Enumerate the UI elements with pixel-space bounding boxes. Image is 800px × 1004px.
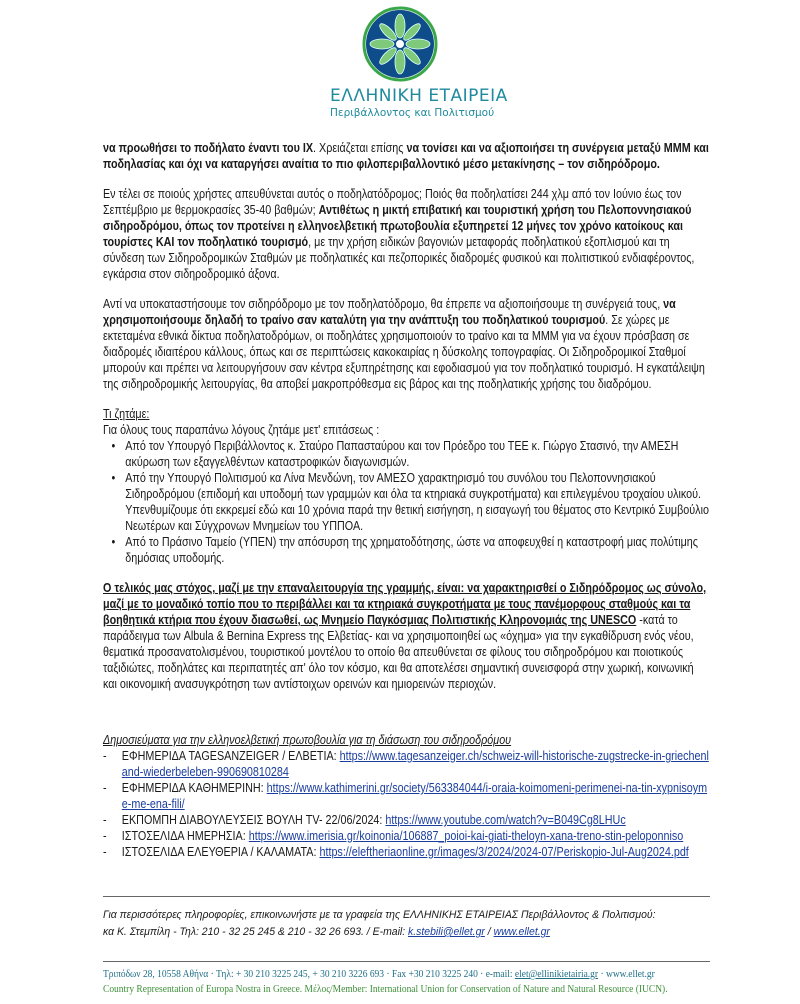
text: -κατά το παράδειγμα των Albula & Bernina Express της Ελβετίας- και να χρησιμοποιηθεί ως «όχημα» για την εγκαθίδρυση ενός νέου, θεματικά προσανατολισμένου, τουριστικού μοντέλου το οποίο θα απευθύνεται σε φίλους του σιδηροδρόμου και ποιοτικούς ταξιδιώτες, ποδηλάτες και περιπατητές απ' όλο τον κόσμο, και θα αποτελέσει σημαντική συνεισφορά στην χωρική, κοινωνική και οικονομική ανασυγκρότηση των αντίστοιχων ορεινών και ημιορεινών περιοχών. (103, 613, 694, 691)
publication-link[interactable]: https://www.kathimerini.gr/society/563384044/i-oraia-koimomeni-perimenei-na-tin-xypnisoyme-me-ena-fili/ (121, 781, 708, 811)
publication-link[interactable]: https://www.imerisia.gr/koinonia/106887_poioi-kai-giati-theloyn-xana-treno-stin-peloponniso (248, 829, 684, 843)
bold-text: να τονίσει και να αξιοποιήσει τη συνέργεια μεταξύ ΜΜΜ και ποδηλασίας και όχι να καταργήσει αναίτια το πιο φιλοπεριβαλλοντικό μέσο μετακίνησης – τον σιδηρόδρομο. (103, 141, 709, 171)
paragraph-users (103, 186, 710, 282)
footer-membership: Country Representation of Europa Nostra in Greece. Μέλος/Member: International Union for Conservation of Nature and Natural Resource (IUCN). (103, 984, 668, 995)
list-item (103, 780, 710, 812)
publication-label: ΙΣΤΟΣΕΛΙΔΑ ΗΜΕΡΗΣΙΑ: (121, 829, 249, 843)
publications-list (103, 748, 710, 860)
contact-line (103, 924, 711, 941)
text: . Σε χώρες με εκτεταμένα εθνικά δίκτυα ποδηλατοδρόμων, οι ποδηλάτες χρησιμοποιούν το τραίνο και τα ΜΜΜ για να έχουν πρόσβαση σε διαδρομές ιδιαιτέρου κάλλους, όπως και σε περιπτώσεις κακοκαιρίας η δύσκολης τοπογραφίας. Οι Σιδηροδρομικοί Σταθμοί μπορούν και πρέπει να λειτουργήσουν σαν κέντρα εξυπηρέτησης και εφοδιασμού για τον ποδηλατικό τουρισμό. Η εγκατάλειψη της σιδηροδρομικής λειτουργίας, θα αποβεί μακροπρόθεσμα εις βάρος και της ποδηλατικής χρήσης του διαδρόμου. (103, 313, 705, 391)
list-item: • Από τον Υπουργό Περιβάλλοντος κ. Σταύρο Παπασταύρου και τον Πρόεδρο του ΤΕΕ κ. Γιώργο Στασινό, την ΑΜΕΣΗ ακύρωση των εξαγγελθέντων καταστροφικών διαγωνισμών. (117, 438, 710, 470)
publication-label: ΕΦΗΜΕΡΙΔΑ ΚΑΘΗΜΕΡΙΝΗ: (121, 781, 267, 795)
publication-link[interactable]: https://www.tagesanzeiger.ch/schweiz-will-historische-zugstrecke-in-griechenland-wiederbeleben-990690810284 (121, 749, 709, 779)
paragraph-synergy (103, 296, 710, 392)
divider (103, 961, 710, 962)
bold-text: να προωθήσει το ποδήλατο έναντι του ΙΧ (103, 141, 314, 155)
footer-website: · www.ellet.gr (598, 969, 655, 980)
contact-info (103, 907, 711, 941)
publication-label: ΕΦΗΜΕΡΙΔΑ TAGESANZEIGER / ΕΛΒΕΤΙΑ: (121, 749, 340, 763)
bold-underlined-text: Ο τελικός μας στόχος, μαζί με την επαναλειτουργία της γραμμής, είναι: να χαρακτηρισθεί ο Σιδηρόδρομος ως σύνολο, μαζί με το μοναδικό τοπίο που το περιβάλλει και τα κτηριακά συγκροτήματα με τους πανέμορφους σταθμούς και τα βοηθητικά κτήρια που έχουν διασωθεί, ως Μνημείο Παγκόσμιας Πολιτιστικής Κληρονομιάς της UNESCO (103, 581, 707, 627)
divider (103, 896, 710, 897)
document-body (103, 140, 710, 860)
demands-section (103, 406, 710, 566)
paragraph-bicycle-synergy (103, 140, 710, 172)
text: Εν τέλει σε ποιούς χρήστες απευθύνεται αυτός ο ποδηλατόδρομος; Ποιός θα ποδηλατίσει 244 χλμ από τον Ιούνιο έως τον Σεπτέμβριο με θερμοκρασίες 35-40 βαθμών; (103, 187, 682, 217)
demands-intro: Για όλους τους παραπάνω λόγους ζητάμε μετ' επιτάσεως : (103, 423, 380, 437)
list-item (103, 812, 710, 828)
logo-title: ΕΛΛΗΝΙΚΗ ΕΤΑΙΡΕΙΑ (330, 86, 508, 106)
list-item: • Από το Πράσινο Ταμείο (ΥΠΕΝ) την απόσυρση της χρηματοδότησης, ώστε να αποφευχθεί η καταστροφή μιας πολύτιμης δημόσιας υποδομής. (117, 534, 710, 566)
contact-line: Για περισσότερες πληροφορίες, επικοινωνήστε με τα γραφεία της ΕΛΛΗΝΙΚΗΣ ΕΤΑΙΡΕΙΑΣ Περιβάλλοντος & Πολιτισμού: (103, 909, 656, 921)
publications-heading: Δημοσιεύματα για την ελληνοελβετική πρωτοβουλία για τη διάσωση του σιδηροδρόμου (103, 733, 512, 747)
list-item (103, 844, 710, 860)
contact-website-link[interactable]: www.ellet.gr (493, 926, 550, 938)
footer-email-link[interactable]: elet@ellinikietairia.gr (514, 969, 599, 980)
bold-text: να χρησιμοποιήσουμε δηλαδή το τραίνο σαν καταλύτη για την ανάπτυξη του ποδηλατικού τουρισμού (103, 297, 676, 327)
list-item (103, 828, 710, 844)
publication-link[interactable]: https://www.youtube.com/watch?v=B049Cg8LHUc (385, 813, 626, 827)
paragraph-goal (103, 580, 710, 692)
letterhead-footer (103, 967, 735, 997)
demands-heading: Τι ζητάμε: (103, 407, 150, 421)
publications-section (103, 732, 710, 860)
address-text: Τριπόδων 28, 10558 Αθήνα · Τηλ: + 30 210 3225 245, + 30 210 3226 693 · Fax +30 210 3225 240 · e-mail: (103, 969, 515, 980)
demands-list (103, 438, 710, 566)
logo-emblem-icon (360, 4, 440, 84)
contact-email-link[interactable]: k.stebili@ellet.gr (408, 926, 485, 938)
text: , με την χρήση ειδικών βαγονιών μεταφοράς ποδηλατικού εξοπλισμού και τη σύνδεση των Σιδηροδρομικών Σταθμών με ποδηλατικές και πεζοπορικές διαδρομές φυσικού και πολιτιστικού ενδιαφέροντος, εγκάρσια στον σιδηροδρομικό άξονα. (103, 235, 695, 281)
list-item: • Από την Υπουργό Πολιτισμού κα Λίνα Μενδώνη, τον ΑΜΕΣΟ χαρακτηρισμό του συνόλου του Πελοποννησιακού Σιδηροδρόμου (επιδομή και υποδομή των γραμμών και όλα τα κτηριακά συγκροτήματα) και επιλεγμένου τροχαίου υλικού. Υπενθυμίζουμε ότι εκκρεμεί εδώ και 10 χρόνια παρά την θετική εισήγηση, η εισαγωγή του θέματος στο Κεντρικό Συμβούλιο Νεωτέρων και Σύγχρονων Μνημείων του ΥΠΠΟΑ. (117, 470, 710, 534)
publication-link[interactable]: https://eleftheriaonline.gr/images/3/2024/2024-07/Periskopio-Jul-Aug2024.pdf (319, 845, 689, 859)
text: . Χρειάζεται επίσης (313, 141, 407, 155)
footer-address (103, 967, 735, 982)
text: Αντί να υποκαταστήσουμε τον σιδηρόδρομο με τον ποδηλατόδρομο, θα έπρεπε να αξιοποιήσουμε τη συνέργειά τους, (103, 297, 664, 311)
organization-logo (330, 4, 508, 130)
separator: / (484, 926, 494, 938)
logo-subtitle: Περιβάλλοντος και Πολιτισμού (330, 107, 495, 119)
publication-label: ΕΚΠΟΜΠΗ ΔΙΑΒΟΥΛΕΥΣΕΙΣ ΒΟΥΛΗ TV- 22/06/2024: (121, 813, 386, 827)
contact-phone: κα Κ. Στεμπίλη - Τηλ: 210 - 32 25 245 & 210 - 32 26 693. / E-mail: (103, 926, 409, 938)
publication-label: ΙΣΤΟΣΕΛΙΔΑ ΕΛΕΥΘΕΡΙΑ / ΚΑΛΑΜΑΤΑ: (121, 845, 320, 859)
bold-text: Αντιθέτως η μικτή επιβατική και τουριστική χρήση του Πελοποννησιακού σιδηροδρόμου, όπως τον προτείνει η ελληνοελβετική πρωτοβουλία εξυπηρετεί 12 μήνες τον χρόνο κατοίκους και τουρίστες ΚΑΙ τον ποδηλατικό τουρισμό (103, 203, 692, 249)
list-item (103, 748, 710, 780)
